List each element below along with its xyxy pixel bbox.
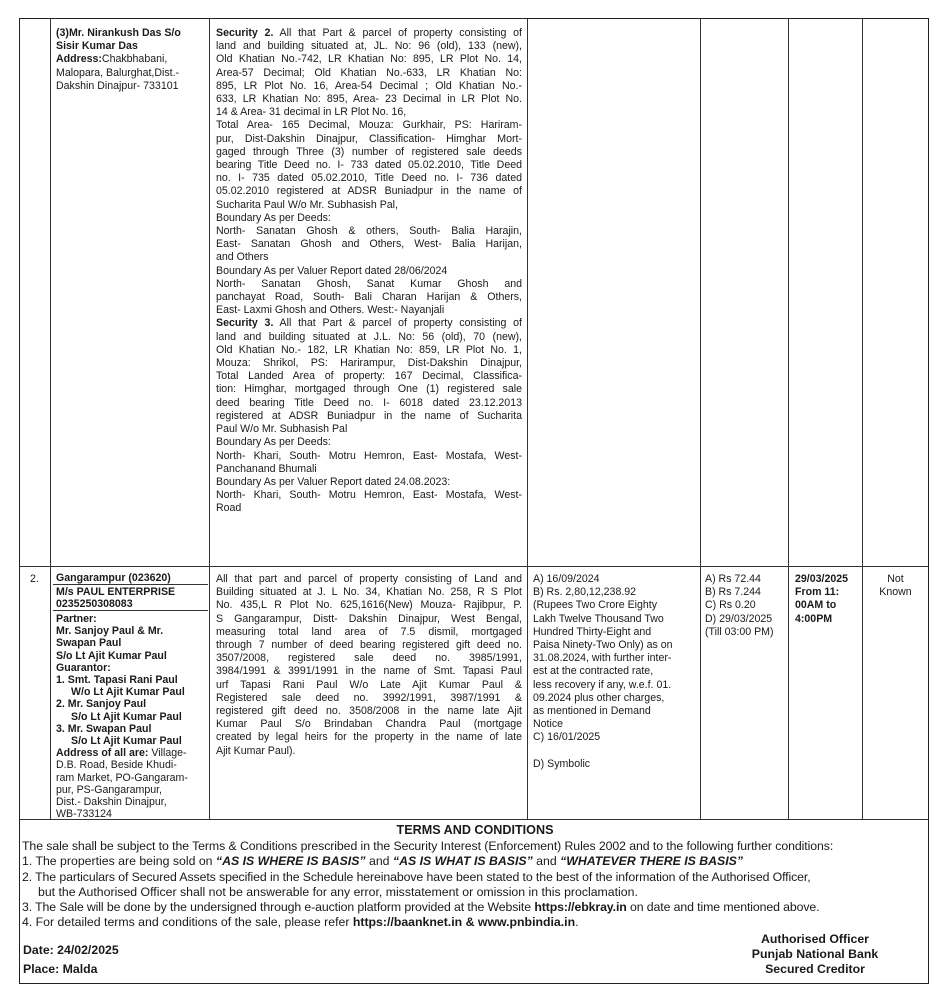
price-line: A) Rs 72.44 (705, 573, 761, 585)
guarantor-number: 2. (56, 698, 65, 711)
creditor-title: Secured Creditor (765, 962, 865, 976)
auction-date-time (795, 573, 861, 626)
security-label: Security 2. (216, 27, 274, 39)
description-line: no. I- 735 dated 05.02.2010, Title Deed no. I- 736 dated (216, 172, 522, 185)
demand-notice-details (533, 573, 697, 771)
encumbrance-status (864, 573, 927, 599)
ebkray-link[interactable]: https://ebkray.in (534, 900, 627, 915)
description-line: Total Area- 165 Decimal, Mouza: Gurkhair, PS: Hariram- (216, 119, 522, 132)
description-line: created by legal heirs for the property in the name of late (216, 731, 522, 744)
guarantor-label: Guarantor: (56, 661, 111, 674)
description-line: measuring total land area of 7.5 dismil, mortgaged (216, 625, 522, 638)
description-line: North- Sanatan Ghosh, Sanat Kumar Ghosh and (216, 277, 522, 290)
terms-item-3 (22, 900, 928, 915)
column-divider (788, 19, 789, 819)
description-line: bearing Title Deed no. I- 733 dated 05.02.2010, Title Deed (216, 159, 522, 172)
column-divider (209, 19, 210, 819)
terms-heading: TERMS AND CONDITIONS (396, 823, 554, 837)
branch-name: Gangarampur (023620) (56, 572, 171, 584)
security-text: All that Part & parcel of property consisting of (273, 27, 522, 39)
demand-notice-line: as mentioned in Demand (533, 705, 651, 718)
borrower-line: Malopara, Balurghat,Dist.- (56, 66, 180, 79)
demand-notice-line: Hundred Thirty-Eight and (533, 625, 652, 638)
description-line: Boundary As per Deeds: (216, 436, 331, 449)
reserve-price-emd (705, 573, 787, 639)
terms-item-4-amp: & (462, 915, 478, 930)
demand-notice-line: Paisa Ninety-Two Only) as on (533, 639, 673, 652)
demand-notice-line: B) Rs. 2,80,12,238.92 (533, 586, 637, 599)
demand-notice-line: D) Symbolic (533, 757, 591, 770)
status-line: Not (887, 573, 904, 585)
description-line: 14 & Area- 31 decimal in LR Plot No. 16, (216, 106, 407, 119)
description-line: gaged through Three (3) number of registered sale deeds (216, 145, 522, 158)
description-line: Boundary As per Valuer Report dated 24.08.2023: (216, 475, 451, 488)
column-divider (700, 19, 701, 819)
property-description-gangarampur (216, 573, 522, 758)
demand-notice-line: C) 16/01/2025 (533, 731, 601, 744)
terms-item-4 (22, 915, 928, 930)
price-line: (Till 03:00 PM) (705, 625, 774, 638)
address-label: Address of all are: (56, 747, 149, 760)
demand-notice-line: 31.08.2024, with further inter- (533, 652, 672, 665)
terms-item-1 (22, 854, 928, 869)
description-line: S Gangarampur, Distt- Dakshin Dinajpur, West Bengal, (216, 612, 522, 625)
demand-notice-line: 09.2024 plus other charges, (533, 691, 665, 704)
auction-line: From 11: (795, 586, 840, 599)
column-divider (527, 19, 528, 819)
auction-line: 00AM to (795, 599, 837, 612)
partner-line: S/o Lt Ajit Kumar Paul (56, 649, 167, 662)
description-line: 3507/2008, registered sale deed no. 3985/1991, (216, 652, 522, 665)
description-line: North- Khari, South- Motru Hemron, East- Mostafa, West- (216, 449, 522, 462)
guarantor-name: Mr. Swapan Paul (67, 722, 152, 735)
notice-place: Place: Malda (23, 962, 98, 976)
column-divider (862, 19, 863, 819)
description-line: Registered sale deed no. 3992/1991, 3987/1991 & (216, 691, 522, 704)
description-line: No. 435,L R Plot No. 625,1616(New) Mouza- Rajibpur, P. (216, 599, 522, 612)
borrower-line: (3)Mr. Nirankush Das S/o (56, 27, 181, 39)
demand-notice-line: less recovery if any, w.e.f. 01. (533, 678, 672, 691)
description-line: East- Laxmi Ghosh and Others. West:- Nayanjali (216, 304, 445, 317)
demand-notice-line: (Rupees Two Crore Eighty (533, 599, 658, 612)
description-line: pur, Dist-Dakshin Dinajpur, Classification- Himghar Mort- (216, 132, 522, 145)
description-line: Building situated at J. L No. 34, Khatian No. 258, R S Plot (216, 586, 522, 599)
address-text: Dist.- Dakshin Dinajpur, (56, 796, 167, 809)
terms-item-1-and: and (365, 854, 393, 869)
description-line (216, 317, 522, 330)
description-line: Boundary As per Deeds: (216, 211, 331, 224)
auction-line: 29/03/2025 (795, 573, 849, 585)
address-line (56, 747, 208, 759)
description-line: All that part and parcel of property consisting of Land and (216, 573, 522, 585)
description-line: North- Khari, South- Motru Hemron, East- Mostafa, West- (216, 489, 522, 502)
description-line: 05.02.2010 registered at ADSR Buniadpur in the name of (216, 185, 522, 198)
signatory-block (720, 932, 910, 977)
guarantor-item (56, 674, 208, 686)
description-line (216, 27, 522, 40)
pnbindia-link[interactable]: www.pnbindia.in (477, 915, 576, 930)
column-divider (50, 19, 51, 819)
borrower-line: Sisir Kumar Das (56, 40, 138, 53)
price-line: B) Rs 7.244 (705, 586, 761, 599)
description-line: Paul W/o Mr. Subhasish Pal (216, 423, 348, 436)
demand-notice-line: est at the contracted rate, (533, 665, 654, 678)
officer-title: Authorised Officer (761, 932, 869, 946)
description-line: Area-57 Decimal; Old Khatian No.-633, LR Khatian No: (216, 66, 522, 79)
terms-item-1-basis: “AS IS WHERE IS BASIS” (215, 854, 366, 869)
terms-item-1-and: and (532, 854, 561, 869)
guarantor-name: Smt. Tapasi Rani Paul (67, 674, 178, 687)
description-line: through 7 number of deed bearing registered gift deed no. (216, 639, 522, 652)
guarantor-number: 1. (56, 674, 65, 687)
demand-notice-line: Lakh Twelve Thousand Two (533, 612, 664, 625)
terms-item-2: 2. The particulars of Secured Assets specified in the Schedule hereinabove have been stated to the best of the information of the Authorised Officer, (22, 869, 811, 884)
terms-item-1-text: 1. The properties are being sold on (22, 854, 216, 869)
property-description-securities-2-3 (216, 27, 522, 516)
description-line: North- Sanatan Ghosh & others, South- Balia Harajin, (216, 225, 522, 238)
description-line: Road (216, 502, 242, 515)
address-text: pur, PS-Gangarampur, (56, 783, 162, 796)
party-details (56, 613, 208, 820)
description-line: Old Khatian No.-742, LR Khatian No: 895, LR Plot No. 14, (216, 53, 522, 66)
address-text: ram Market, PO-Gangaram- (56, 771, 188, 784)
account-name: M/s PAUL ENTERPRISE (56, 586, 176, 598)
description-line: panchayat Road, South- Bali Charan Harijan & Others, (216, 291, 522, 304)
description-line: urf Tapasi Rani Paul W/o Late Ajit Kumar Paul & (216, 678, 522, 691)
security-text: All that Part & parcel of property consisting of (273, 317, 522, 330)
security-label: Security 3. (216, 317, 274, 330)
description-line: and Others (216, 251, 269, 264)
description-line: Panchanand Bhumali (216, 462, 317, 475)
terms-item-4-text: . (575, 915, 579, 930)
terms-item-4-text: 4. For detailed terms and conditions of the sale, please refer (22, 915, 353, 930)
description-line: land and building situated at, JL. No: 96 (old), 133 (new), (216, 40, 522, 53)
borrower-line: Dakshin Dinajpur- 733101 (56, 79, 179, 92)
guarantor-relation: S/o Lt Ajit Kumar Paul (71, 710, 182, 723)
terms-item-2-continued: but the Authorised Officer shall not be answerable for any error, misstatement or omission in this proclamation. (38, 884, 638, 899)
price-line: D) 29/03/2025 (705, 612, 773, 625)
address-text: WB-733124 (56, 808, 112, 821)
description-line: East- Sanatan Ghosh and Others, West- Balia Harijan, (216, 238, 522, 251)
description-line: Total Landed Area of property: 167 Decimal, Classifica- (216, 370, 522, 383)
serial-number: 2. (30, 573, 39, 585)
description-line: 3984/1991 & 3991/1991 in the name of Smt. Tapasi Paul (216, 665, 522, 678)
auction-line: 4:00PM (795, 612, 833, 625)
description-line: registered at ADSR Buniadpur in the name of Sucharita (216, 409, 522, 422)
borrower-details (56, 27, 206, 93)
description-line: Kumar Paul S/o Brindaban Chandra Paul (mortgage (216, 718, 522, 731)
address-label: Address: (56, 53, 102, 66)
guarantor-number: 3. (56, 722, 65, 735)
description-line: tion: Himghar, mortgaged through One (1) registered sale (216, 383, 522, 396)
partner-label: Partner: (56, 613, 97, 625)
bank-name: Punjab National Bank (751, 947, 879, 961)
status-line: Known (879, 586, 912, 599)
terms-item-3-text: on date and time mentioned above. (626, 900, 820, 915)
demand-notice-line: Notice (533, 718, 564, 731)
guarantor-item (56, 698, 208, 710)
guarantor-relation: W/o Lt Ajit Kumar Paul (71, 686, 185, 699)
guarantor-relation: S/o Lt Ajit Kumar Paul (71, 735, 182, 748)
notice-date: Date: 24/02/2025 (23, 943, 119, 957)
description-line: Old Khatian No.- 182, LR Khatian No: 859, LR Plot No. 1, (216, 343, 522, 356)
price-line: C) Rs 0.20 (705, 599, 756, 612)
address-text: Village- (148, 747, 187, 760)
terms-item-3-text: 3. The Sale will be done by the undersigned through e-auction platform provided at the Website (22, 900, 535, 915)
partner-line: Swapan Paul (56, 637, 122, 650)
baanknet-link[interactable]: https://baanknet.in (352, 915, 463, 930)
description-line: land and building situated at J.L. No: 56 (old), 70 (new), (216, 330, 522, 343)
description-line: Sucharita Paul W/o Mr. Subhasish Pal, (216, 198, 398, 211)
address-text: D.B. Road, Beside Khudi- (56, 759, 177, 772)
account-number: 0235250308083 (56, 598, 133, 610)
description-line: deed bearing Title Deed no. I- 6018 dated 23.12.2013 (216, 396, 522, 409)
row-divider (20, 566, 928, 567)
borrower-address-text: Chakbhabani, (101, 53, 168, 66)
description-line: 895, LR Plot No. 16, Area-54 Decimal ; Old Khatian No.- (216, 79, 522, 92)
description-line: Mouza: Shrikol, PS: Harirampur, Dist-Dakshin Dinajpur, (216, 357, 522, 370)
demand-notice-line (533, 745, 697, 758)
terms-body (22, 839, 928, 931)
partner-line: Mr. Sanjoy Paul & Mr. (56, 625, 164, 638)
guarantor-item (56, 723, 208, 735)
demand-notice-line: A) 16/09/2024 (533, 573, 600, 585)
description-line: Boundary As per Valuer Report dated 28/06/2024 (216, 264, 448, 277)
description-line: registered gift deed no. 3508/2008 in the name late Ajit (216, 705, 522, 718)
description-line: Ajit Kumar Paul). (216, 744, 296, 757)
terms-intro: The sale shall be subject to the Terms & Conditions prescribed in the Security Interest (Enforcement) Rules 2002 and to the following further conditions: (22, 839, 834, 853)
terms-item-1-basis: “AS IS WHAT IS BASIS” (392, 854, 533, 869)
description-line: 633, LR Khatian No: 895, Area- 23 Decimal in LR Plot No. (216, 93, 522, 106)
terms-item-1-basis: “WHATEVER THERE IS BASIS” (560, 854, 743, 869)
guarantor-name: Mr. Sanjoy Paul (67, 698, 147, 711)
